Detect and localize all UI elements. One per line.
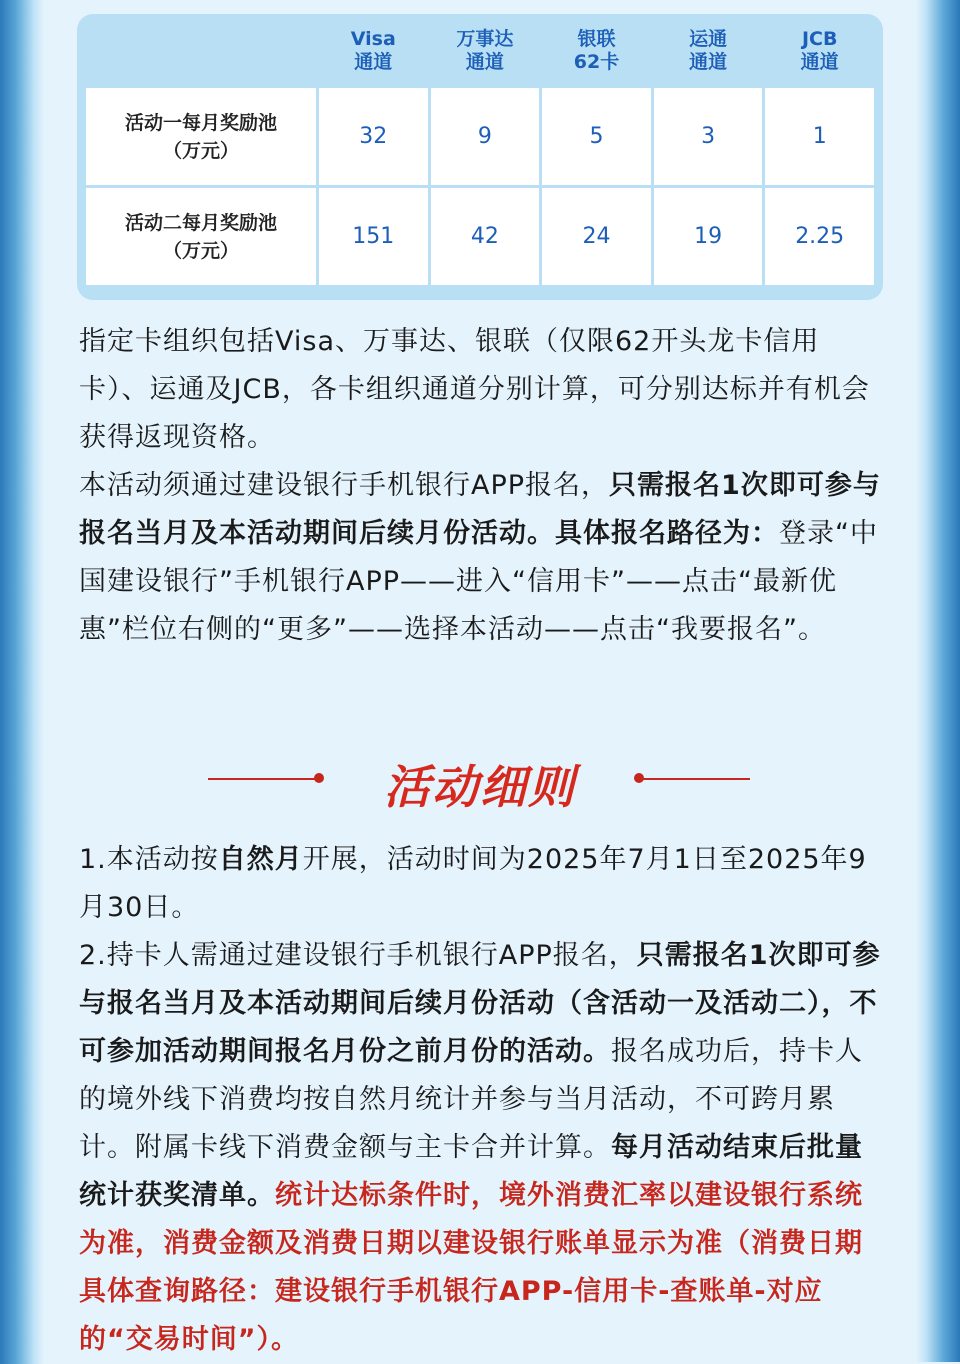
rule-1 bbox=[79, 836, 885, 932]
table-cell: 2.25 bbox=[765, 188, 874, 285]
table-cell: 151 bbox=[319, 188, 428, 285]
table-cell: 19 bbox=[654, 188, 763, 285]
column-header-jcb: JCB 通道 bbox=[765, 17, 874, 85]
rule-2-details: 报名成功后，持卡人的境外线下消费均按自然月统计并参与当月活动，不可跨月累计。附属卡线下消费金额与主卡合并计算。 bbox=[79, 1036, 863, 1163]
rule-1-emphasis: 自然月 bbox=[218, 844, 303, 875]
section-header bbox=[0, 745, 960, 815]
section-title: 活动细则 bbox=[384, 760, 576, 814]
table-header-row bbox=[86, 17, 874, 85]
table-row bbox=[86, 188, 874, 285]
table-corner bbox=[86, 17, 316, 85]
rule-2-batch-note: 每月活动结束后批量统计获奖清单。 bbox=[79, 1132, 863, 1211]
rule-1-text: 1.本活动按 bbox=[79, 844, 219, 875]
divider-right bbox=[642, 778, 750, 780]
table-cell: 3 bbox=[654, 88, 763, 185]
rule-2 bbox=[79, 932, 885, 1364]
column-header-unionpay: 银联 62卡 bbox=[542, 17, 651, 85]
row-label: 活动二每月奖励池 （万元） bbox=[86, 188, 316, 285]
rule-1-dates: 开展，活动时间为2025年7月1日至2025年9月30日。 bbox=[79, 844, 867, 923]
table-cell: 42 bbox=[431, 188, 540, 285]
table-cell: 9 bbox=[431, 88, 540, 185]
table-cell: 32 bbox=[319, 88, 428, 185]
card-network-note: 指定卡组织包括Visa、万事达、银联（仅限62开头龙卡信用卡）、运通及JCB，各卡组织通道分别计算，可分别达标并有机会获得返现资格。 bbox=[79, 326, 870, 453]
rule-2-emphasis: 只需报名1次即可参与报名当月及本活动期间后续月份活动（含活动一及活动二），不可参加活动期间报名月份之前月份的活动。 bbox=[79, 940, 881, 1067]
column-header-mastercard: 万事达 通道 bbox=[431, 17, 540, 85]
registration-text: 本活动须通过建设银行手机银行APP报名， bbox=[79, 470, 610, 501]
row-label: 活动一每月奖励池 （万元） bbox=[86, 88, 316, 185]
rule-2-red-note: 统计达标条件时，境外消费汇率以建设银行系统为准，消费金额及消费日期以建设银行账单显示为准（消费日期具体查询路径：建设银行手机银行APP-信用卡-查账单-对应的“交易时间”）。 bbox=[79, 1180, 863, 1355]
table-cell: 5 bbox=[542, 88, 651, 185]
table-cell: 1 bbox=[765, 88, 874, 185]
column-header-amex: 运通 通道 bbox=[654, 17, 763, 85]
registration-emphasis: 只需报名1次即可参与报名当月及本活动期间后续月份活动。具体报名路径为： bbox=[79, 470, 881, 549]
rule-2-text: 2.持卡人需通过建设银行手机银行APP报名， bbox=[79, 940, 637, 971]
right-background-edge bbox=[916, 0, 960, 1362]
registration-instructions bbox=[79, 462, 885, 654]
reward-table bbox=[83, 14, 877, 288]
column-header-visa: Visa 通道 bbox=[319, 17, 428, 85]
reward-pool-table bbox=[77, 14, 883, 300]
table-row bbox=[86, 88, 874, 185]
table-cell: 24 bbox=[542, 188, 651, 285]
registration-path: 登录“中国建设银行”手机银行APP——进入“信用卡”——点击“最新优惠”栏位右侧的“更多”——选择本活动——点击“我要报名”。 bbox=[79, 518, 878, 645]
